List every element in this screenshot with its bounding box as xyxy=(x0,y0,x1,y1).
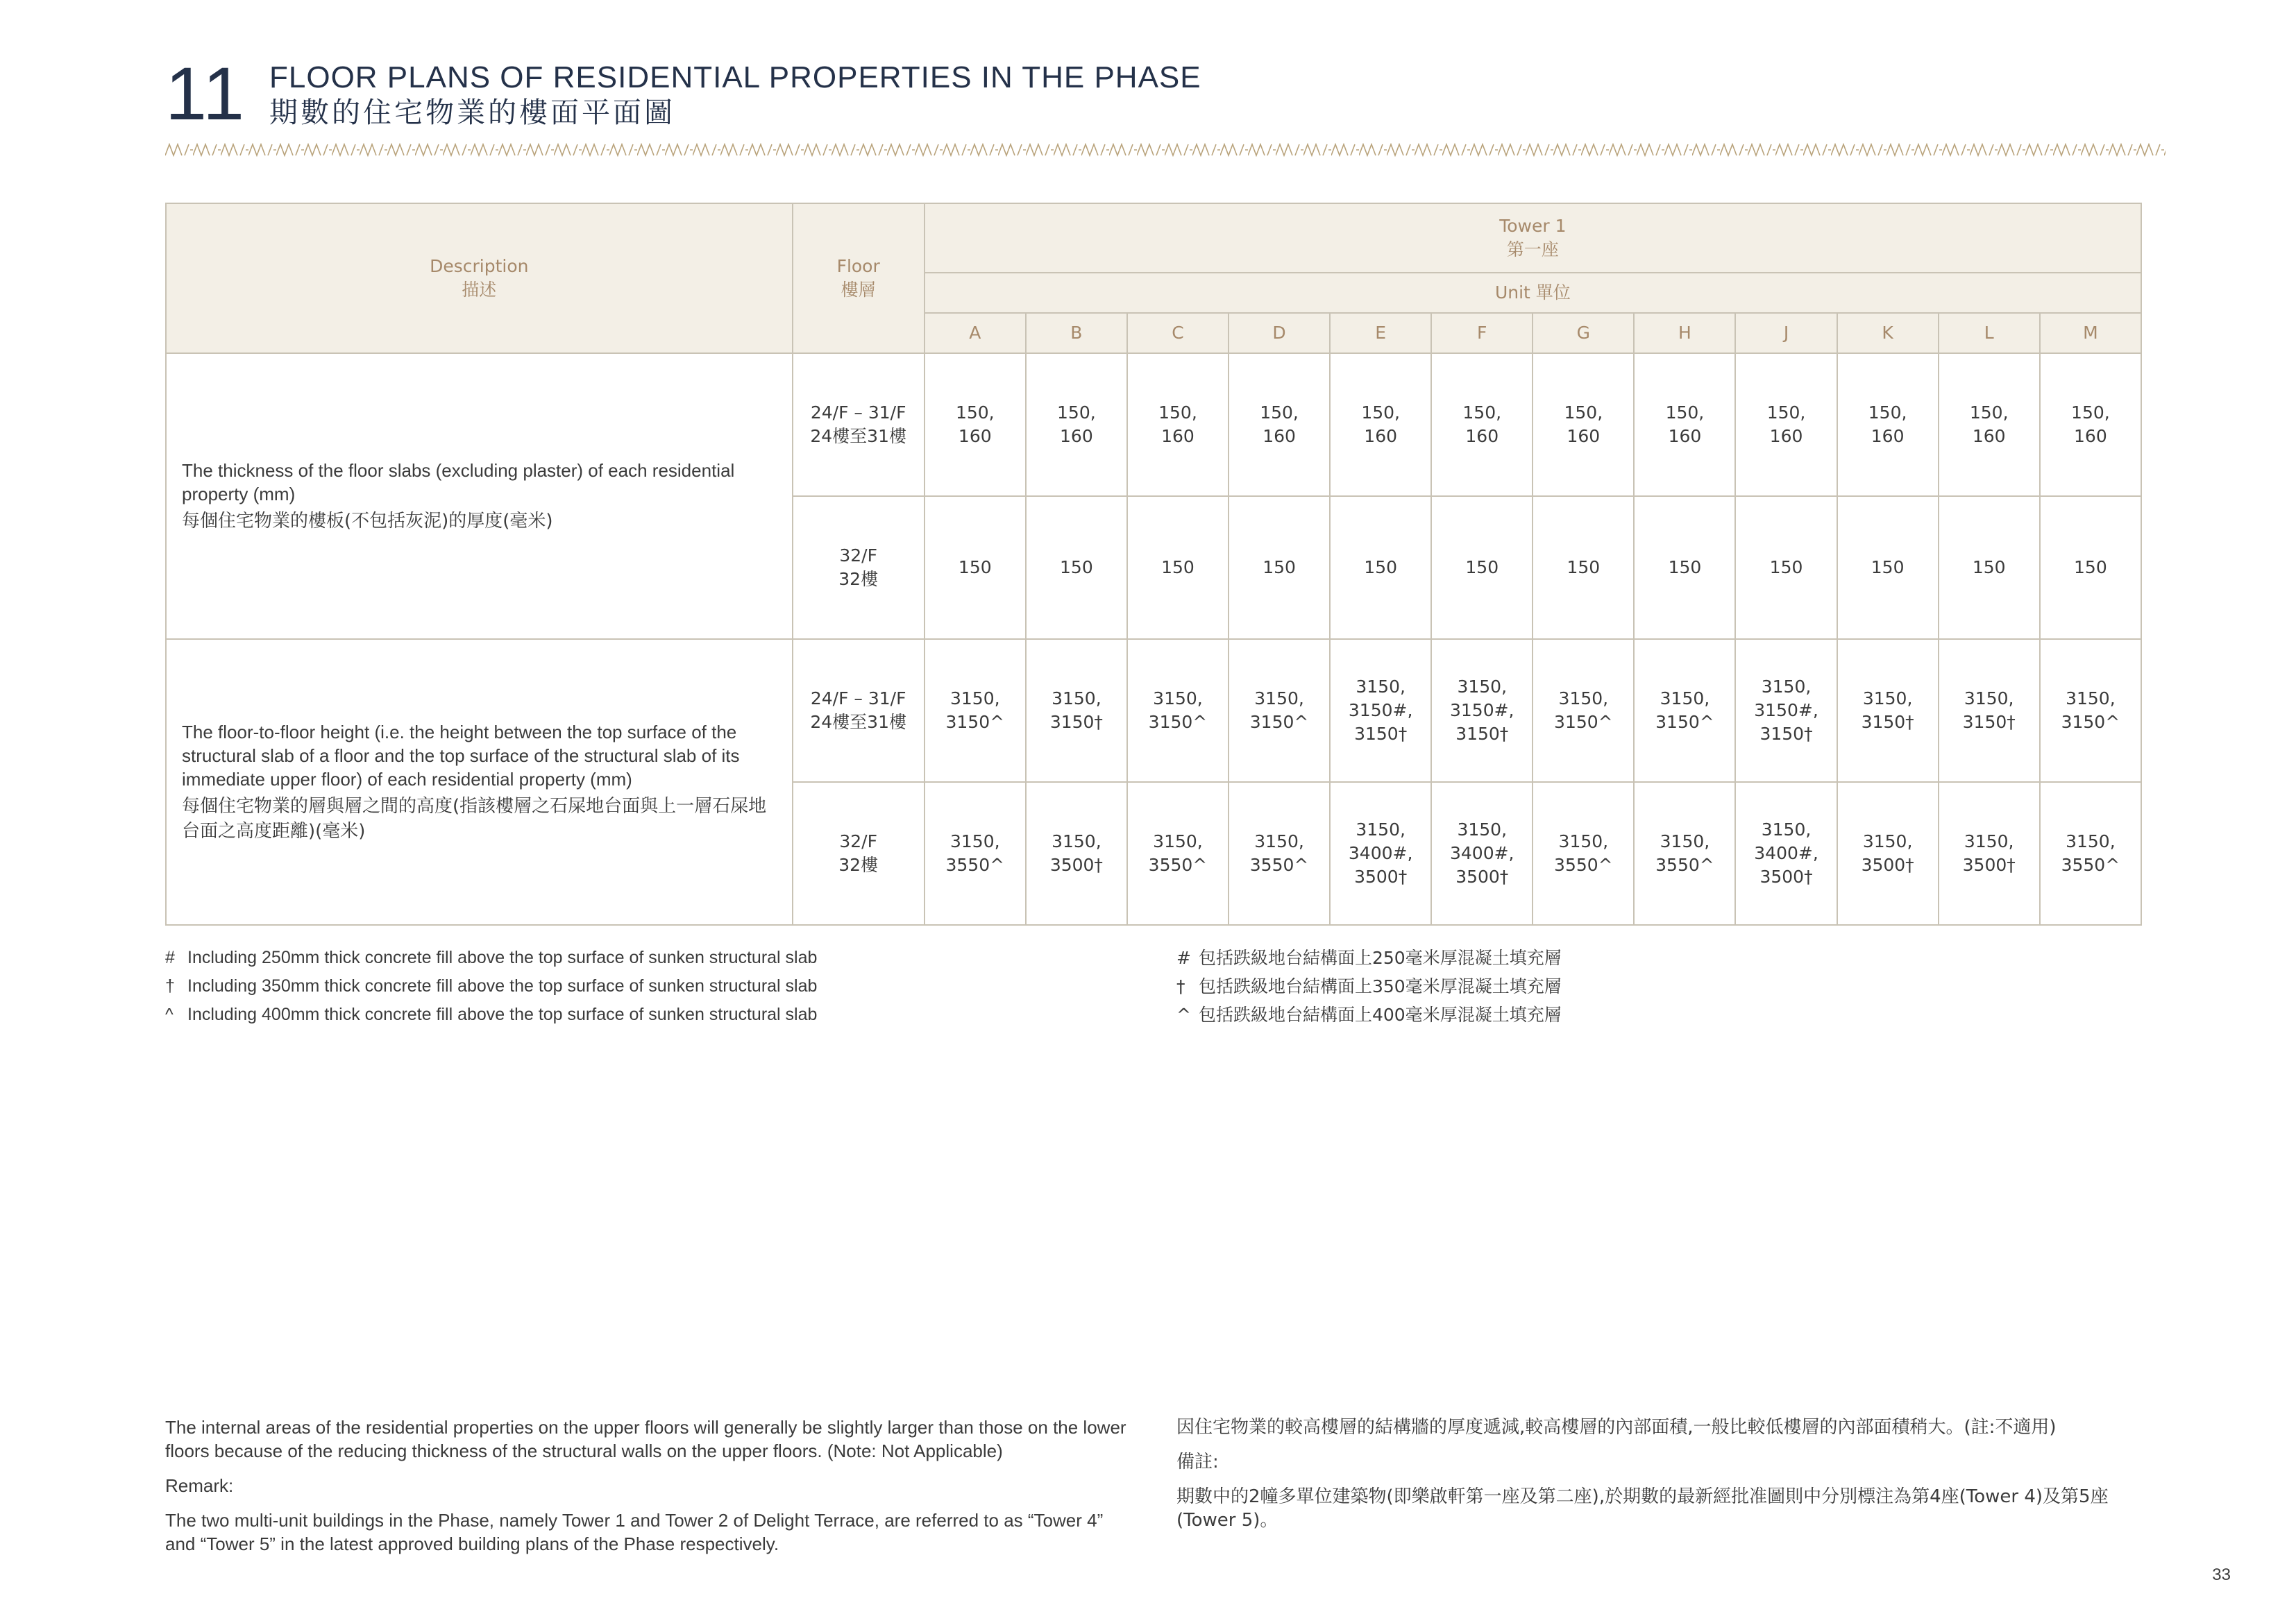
value-cell xyxy=(1939,782,2040,925)
row-description-zh: 每個住宅物業的層與層之間的高度(指該樓層之石屎地台面與上一層石屎地台面之高度距離)(毫米) xyxy=(182,796,767,842)
value-line: 150 xyxy=(1465,557,1499,577)
value-cell xyxy=(1634,639,1735,782)
floor-cell xyxy=(793,639,925,782)
value-line: 3550^ xyxy=(2061,855,2120,875)
value-line: 3550^ xyxy=(1249,855,1309,875)
value-line: 3550^ xyxy=(945,855,1005,875)
value-line: 160 xyxy=(1465,426,1499,446)
footnote xyxy=(165,972,1137,1001)
value-line: 3500† xyxy=(1354,867,1408,887)
value-line: 150 xyxy=(2074,557,2107,577)
unit-header-b: B xyxy=(1026,313,1127,353)
remark-body-zh: 期數中的2幢多單位建築物(即樂啟軒第一座及第二座),於期數的最新經批准圖則中分別標注為第4座(Tower 4)及第5座(Tower 5)。 xyxy=(1176,1486,2109,1531)
unit-header-h: H xyxy=(1634,313,1735,353)
floor-zh: 32樓 xyxy=(838,855,879,875)
value-cell xyxy=(1837,782,1939,925)
value-line: 150, xyxy=(1462,402,1502,423)
internal-area-note-en: The internal areas of the residential properties on the upper floors will generally be slightly larger than those on the lower floors because of the reducing thickness of the structural walls on the upper floors. (Note: Not Applicable) xyxy=(165,1417,1126,1461)
unit-header-j: J xyxy=(1735,313,1837,353)
value-line: 160 xyxy=(1769,426,1803,446)
value-cell xyxy=(1229,639,1330,782)
value-line: 160 xyxy=(1871,426,1905,446)
tower-header xyxy=(925,203,2141,273)
value-line: 160 xyxy=(1668,426,1702,446)
value-line: 3150, xyxy=(1052,688,1101,708)
value-line: 150 xyxy=(1263,557,1296,577)
footnote-text: Including 400mm thick concrete fill above the top surface of sunken structural slab xyxy=(187,1005,818,1024)
footnote xyxy=(1176,972,2148,1001)
value-line: 150, xyxy=(2071,402,2110,423)
remark-body-en: The two multi-unit buildings in the Phase, namely Tower 1 and Tower 2 of Delight Terrace, are referred to as “Tower 4” and “Tower 5” in the latest approved building plans of the Phase respectively. xyxy=(165,1510,1104,1554)
value-line: 3150, xyxy=(1761,819,1812,840)
value-cell xyxy=(1330,496,1431,639)
value-line: 3150^ xyxy=(1554,712,1613,732)
unit-header-f: F xyxy=(1431,313,1533,353)
value-line: 150 xyxy=(1668,557,1702,577)
value-line: 3150† xyxy=(1354,724,1408,744)
value-line: 3150, xyxy=(1862,831,1913,851)
value-line: 160 xyxy=(1161,426,1195,446)
value-cell xyxy=(2040,496,2141,639)
value-line: 3550^ xyxy=(1655,855,1714,875)
value-cell xyxy=(1431,782,1533,925)
floor-en: 32/F xyxy=(839,545,877,566)
value-line: 160 xyxy=(1263,426,1296,446)
value-cell xyxy=(1939,639,2040,782)
remark-label-zh: 備註: xyxy=(1176,1452,1219,1472)
value-cell xyxy=(1533,353,1634,496)
value-cell xyxy=(1330,639,1431,782)
value-cell xyxy=(1229,353,1330,496)
value-cell xyxy=(1533,782,1634,925)
value-line: 150 xyxy=(1364,557,1398,577)
value-line: 150, xyxy=(1564,402,1603,423)
value-cell xyxy=(1735,782,1837,925)
value-cell xyxy=(1735,496,1837,639)
value-cell xyxy=(1939,496,2040,639)
value-line: 3500† xyxy=(1455,867,1509,887)
footnote-mark: # xyxy=(165,948,175,967)
value-line: 3150#, xyxy=(1449,700,1514,720)
footnote-text: 包括跌級地台結構面上400毫米厚混凝土填充層 xyxy=(1199,1005,1562,1025)
value-cell xyxy=(1026,353,1127,496)
value-cell xyxy=(1229,782,1330,925)
row-description xyxy=(166,639,793,925)
value-line: 3150, xyxy=(1254,831,1304,851)
row-description-zh: 每個住宅物業的樓板(不包括灰泥)的厚度(毫米) xyxy=(182,511,553,532)
value-cell xyxy=(1735,353,1837,496)
value-line: 3550^ xyxy=(1554,855,1613,875)
value-cell xyxy=(1026,782,1127,925)
footnote-text: Including 250mm thick concrete fill above the top surface of sunken structural slab xyxy=(187,948,818,967)
value-line: 150, xyxy=(1665,402,1705,423)
floor-en: 32/F xyxy=(839,831,877,851)
floor-header xyxy=(793,203,925,353)
value-cell xyxy=(1229,496,1330,639)
value-cell xyxy=(1533,639,1634,782)
value-line: 3150, xyxy=(1457,677,1508,697)
value-line: 150 xyxy=(958,557,992,577)
value-line: 3150, xyxy=(1356,819,1406,840)
value-cell xyxy=(1330,353,1431,496)
value-line: 3150, xyxy=(1964,688,2014,708)
unit-header-l: L xyxy=(1939,313,2040,353)
value-line: 3150, xyxy=(1153,831,1203,851)
value-line: 3150^ xyxy=(1148,712,1208,732)
value-line: 3400#, xyxy=(1449,843,1514,863)
value-cell xyxy=(1026,496,1127,639)
footnote-mark: ^ xyxy=(1176,1005,1191,1025)
value-line: 3150† xyxy=(1759,724,1813,744)
value-cell xyxy=(1127,353,1229,496)
value-line: 3150, xyxy=(1558,688,1609,708)
value-line: 3150^ xyxy=(945,712,1005,732)
floor-cell xyxy=(793,353,925,496)
floor-header-en: Floor xyxy=(836,256,880,276)
unit-header-d: D xyxy=(1229,313,1330,353)
value-line: 3400#, xyxy=(1348,843,1413,863)
value-line: 3150, xyxy=(1052,831,1101,851)
value-line: 3150, xyxy=(1660,688,1710,708)
value-cell xyxy=(1634,353,1735,496)
section-title-en: FLOOR PLANS OF RESIDENTIAL PROPERTIES IN THE PHASE xyxy=(269,60,1201,94)
table-row xyxy=(166,639,2141,782)
value-cell xyxy=(1330,782,1431,925)
value-cell xyxy=(2040,353,2141,496)
value-line: 3150^ xyxy=(2061,712,2120,732)
floor-en: 24/F – 31/F xyxy=(810,688,906,708)
unit-header-k: K xyxy=(1837,313,1939,353)
value-cell xyxy=(1735,639,1837,782)
footnote xyxy=(1176,944,2148,972)
footnote-mark: † xyxy=(165,976,175,996)
value-line: 3550^ xyxy=(1148,855,1208,875)
value-line: 150 xyxy=(1972,557,2006,577)
value-line: 150, xyxy=(955,402,995,423)
floor-zh: 24樓至31樓 xyxy=(810,712,906,732)
value-cell xyxy=(1026,639,1127,782)
value-line: 3150, xyxy=(1862,688,1913,708)
value-line: 160 xyxy=(2074,426,2107,446)
value-line: 3150#, xyxy=(1348,700,1413,720)
footer-notes-en xyxy=(165,1416,1130,1567)
unit-header-e: E xyxy=(1330,313,1431,353)
footnote-text: 包括跌級地台結構面上350毫米厚混凝土填充層 xyxy=(1199,976,1562,996)
value-line: 3500† xyxy=(1049,855,1103,875)
footnote xyxy=(165,944,1137,972)
value-line: 3150^ xyxy=(1655,712,1714,732)
unit-header-g: G xyxy=(1533,313,1634,353)
value-line: 150, xyxy=(1361,402,1400,423)
internal-area-note-zh: 因住宅物業的較高樓層的結構牆的厚度遞減,較高樓層的內部面積,一般比較低樓層的內部面積稍大。(註:不適用) xyxy=(1176,1417,2057,1438)
floor-header-zh: 樓層 xyxy=(841,280,876,300)
footnote xyxy=(165,1001,1137,1029)
value-line: 150, xyxy=(1260,402,1299,423)
remark-label-en: Remark: xyxy=(165,1475,234,1496)
value-line: 160 xyxy=(1060,426,1093,446)
floor-zh: 24樓至31樓 xyxy=(810,426,906,446)
floor-zh: 32樓 xyxy=(838,569,879,589)
footnote xyxy=(1176,1001,2148,1029)
value-line: 3150, xyxy=(1558,831,1609,851)
value-line: 3150, xyxy=(1761,677,1812,697)
value-line: 160 xyxy=(958,426,992,446)
value-line: 3150† xyxy=(1455,724,1509,744)
value-cell xyxy=(925,496,1026,639)
value-line: 3150, xyxy=(1254,688,1304,708)
slab-thickness-floor-height-table xyxy=(165,203,2142,926)
description-header-zh: 描述 xyxy=(462,280,497,300)
value-line: 3150, xyxy=(949,688,1000,708)
footnote-text: Including 350mm thick concrete fill above the top surface of sunken structural slab xyxy=(187,976,818,996)
value-line: 3150^ xyxy=(1249,712,1309,732)
value-line: 3150, xyxy=(1660,831,1710,851)
section-number: 11 xyxy=(165,51,246,135)
value-line: 3150† xyxy=(1962,712,2016,732)
value-cell xyxy=(1837,639,1939,782)
value-cell xyxy=(1431,639,1533,782)
description-header-en: Description xyxy=(430,256,529,276)
value-cell xyxy=(1127,782,1229,925)
row-description xyxy=(166,353,793,639)
unit-header: Unit 單位 xyxy=(925,273,2141,313)
footnote-mark: † xyxy=(1176,976,1185,996)
value-line: 3400#, xyxy=(1754,843,1818,863)
value-line: 3150#, xyxy=(1754,700,1818,720)
page-number: 33 xyxy=(2212,1565,2231,1584)
unit-header-m: M xyxy=(2040,313,2141,353)
value-line: 3150, xyxy=(1457,819,1508,840)
unit-header-c: C xyxy=(1127,313,1229,353)
value-line: 150, xyxy=(1969,402,2009,423)
value-line: 3150, xyxy=(1964,831,2014,851)
footnote-text: 包括跌級地台結構面上250毫米厚混凝土填充層 xyxy=(1199,948,1562,968)
value-line: 150, xyxy=(1158,402,1197,423)
value-cell xyxy=(1837,353,1939,496)
footer-notes-zh xyxy=(1176,1416,2145,1543)
value-cell xyxy=(1634,496,1735,639)
value-cell xyxy=(1127,496,1229,639)
value-line: 150 xyxy=(1871,557,1905,577)
value-line: 3150, xyxy=(2066,831,2116,851)
value-line: 3150, xyxy=(1356,677,1406,697)
floor-cell xyxy=(793,782,925,925)
value-line: 150, xyxy=(1057,402,1096,423)
footnotes-en xyxy=(165,944,1137,1029)
footnote-mark: # xyxy=(1176,948,1191,968)
value-cell xyxy=(925,782,1026,925)
unit-header-a: A xyxy=(925,313,1026,353)
value-cell xyxy=(925,353,1026,496)
tower-header-en: Tower 1 xyxy=(1499,216,1567,236)
tower-header-zh: 第一座 xyxy=(1506,239,1559,260)
description-header xyxy=(166,203,793,353)
value-line: 3500† xyxy=(1861,855,1914,875)
value-line: 150 xyxy=(1161,557,1195,577)
value-cell xyxy=(1939,353,2040,496)
value-cell xyxy=(1634,782,1735,925)
value-line: 3150, xyxy=(949,831,1000,851)
value-line: 160 xyxy=(1364,426,1398,446)
floor-cell xyxy=(793,496,925,639)
value-line: 3150, xyxy=(1153,688,1203,708)
value-line: 150, xyxy=(1868,402,1907,423)
value-cell xyxy=(1533,496,1634,639)
value-cell xyxy=(1431,353,1533,496)
footnotes-zh xyxy=(1176,944,2148,1029)
value-line: 3500† xyxy=(1962,855,2016,875)
row-description-en: The floor-to-floor height (i.e. the height between the top surface of the structural slab of a floor and the top surface of the structural slab of its immediate upper floor) of each residential property (mm) xyxy=(182,722,740,790)
value-cell xyxy=(925,639,1026,782)
section-header xyxy=(165,51,2178,135)
value-line: 3500† xyxy=(1759,867,1813,887)
floor-en: 24/F – 31/F xyxy=(810,402,906,423)
row-description-en: The thickness of the floor slabs (excluding plaster) of each residential property (mm) xyxy=(182,460,735,504)
value-line: 3150† xyxy=(1861,712,1914,732)
value-cell xyxy=(2040,639,2141,782)
footnote-mark: ^ xyxy=(165,1005,174,1024)
value-line: 3150† xyxy=(1049,712,1103,732)
value-line: 3150, xyxy=(2066,688,2116,708)
table-row xyxy=(166,353,2141,496)
value-line: 160 xyxy=(1567,426,1601,446)
section-title-zh: 期數的住宅物業的樓面平面圖 xyxy=(269,96,675,129)
value-line: 150, xyxy=(1766,402,1806,423)
value-line: 150 xyxy=(1060,557,1093,577)
value-cell xyxy=(1127,639,1229,782)
value-line: 150 xyxy=(1769,557,1803,577)
decorative-pattern-divider xyxy=(165,143,2166,157)
value-cell xyxy=(1837,496,1939,639)
value-line: 150 xyxy=(1567,557,1601,577)
value-cell xyxy=(1431,496,1533,639)
value-line: 160 xyxy=(1972,426,2006,446)
value-cell xyxy=(2040,782,2141,925)
